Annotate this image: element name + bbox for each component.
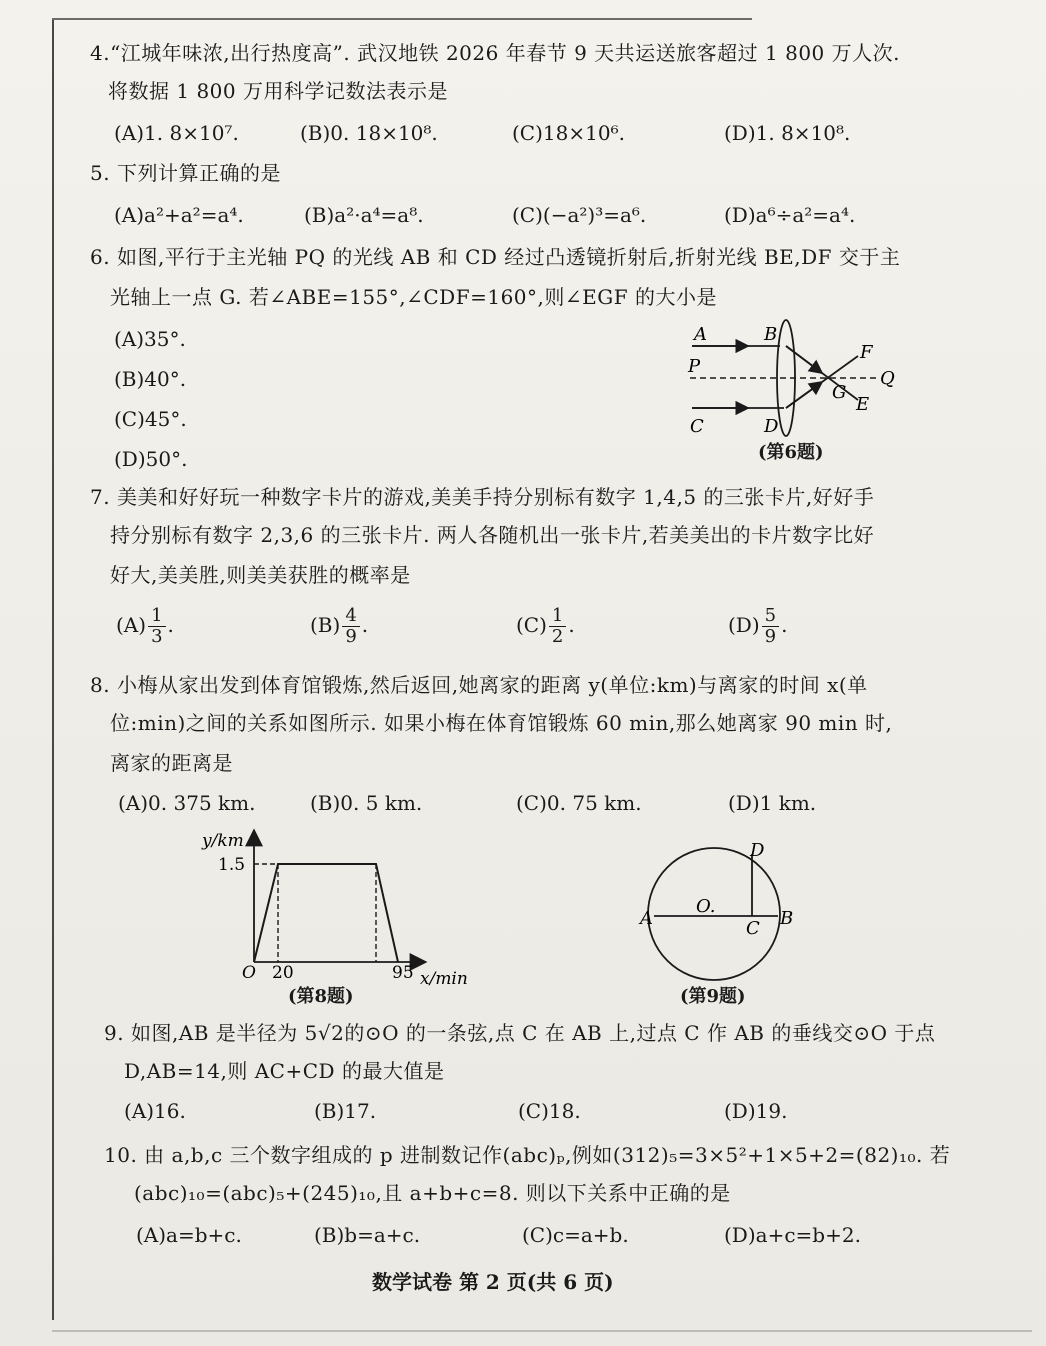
q7-option-b-label: (B) (310, 613, 341, 637)
q7-option-d-fraction (762, 606, 779, 647)
q8-distance-time-graph (196, 826, 476, 986)
q5-option-c: (C)(−a²)³=a⁶. (512, 203, 647, 227)
q10-stem-line2: (abc)₁₀=(abc)₅+(245)₁₀,且 a+b+c=8. 则以下关系中正确的是 (134, 1181, 731, 1205)
q10-option-a: (A)a=b+c. (136, 1223, 242, 1247)
q5-option-a: (A)a²+a²=a⁴. (114, 203, 244, 227)
q10-stem-line1: 10. 由 a,b,c 三个数字组成的 p 进制数记作(abc)ₚ,例如(312)₅=3×5²+1×5+2=(82)₁₀. 若 (104, 1143, 951, 1167)
q4-stem-line1: 4.“江城年味浓,出行热度高”. 武汉地铁 2026 年春节 9 天共运送旅客超过 1 800 万人次. (90, 41, 900, 65)
q4-option-a: (A)1. 8×10⁷. (114, 121, 239, 145)
q6-ray-df-arrow (786, 382, 822, 408)
q7-option-c-denominator: 2 (551, 626, 564, 647)
q7-option-c-label: (C) (516, 613, 547, 637)
q8-option-a: (A)0. 375 km. (118, 791, 256, 815)
q8-stem-line1: 8. 小梅从家出发到体育馆锻炼,然后返回,她离家的距离 y(单位:km)与离家的时间 x(单 (90, 673, 868, 697)
q4-option-b: (B)0. 18×10⁸. (300, 121, 438, 145)
q9-circle-figure (636, 834, 806, 984)
page-footer: 数学试卷 第 2 页(共 6 页) (372, 1270, 614, 1294)
q6-option-c: (C)45°. (114, 407, 187, 431)
q7-option-b: (B) $\frac{4}{9}$ . (310, 605, 369, 647)
q4-option-d: (D)1. 8×10⁸. (724, 121, 851, 145)
page-edge-bottom (52, 1330, 1032, 1332)
page-edge-left (52, 20, 54, 1320)
q7-option-a-denominator: 3 (151, 626, 163, 647)
q8-x-axis-label: x/min (420, 969, 468, 986)
q7-option-c-fraction (549, 606, 566, 647)
q6-label-g: G (832, 382, 847, 403)
q9-label-b: B (780, 908, 794, 929)
q7-option-d: (D) $\frac{5}{9}$ . (728, 605, 788, 647)
q10-option-c: (C)c=a+b. (522, 1223, 629, 1247)
q6-label-c: C (690, 416, 704, 437)
q9-option-c: (C)18. (518, 1099, 581, 1123)
q9-option-b: (B)17. (314, 1099, 377, 1123)
q7-option-b-numerator: 4 (342, 606, 359, 627)
q7-option-a-label: (A) (116, 613, 147, 637)
q6-label-p: P (688, 356, 701, 377)
q9-caption: (第9题) (680, 986, 746, 1007)
q4-option-c: (C)18×10⁶. (512, 121, 625, 145)
q6-option-b: (B)40°. (114, 367, 187, 391)
q6-label-e: E (856, 394, 870, 415)
q7-option-c-numerator: 1 (549, 606, 566, 627)
q8-stem-line3: 离家的距离是 (110, 751, 233, 775)
q8-option-c: (C)0. 75 km. (516, 791, 642, 815)
q7-stem-line3: 好大,美美胜,则美美获胜的概率是 (110, 563, 411, 587)
q9-label-d: D (750, 840, 765, 861)
q8-x-tick-95: 95 (392, 963, 414, 983)
q7-option-a: (A) $\frac{1}{3}$ . (116, 605, 174, 647)
q6-caption: (第6题) (758, 442, 824, 463)
q6-lens-figure (680, 318, 910, 442)
q7-option-d-label: (D) (728, 613, 760, 637)
q7-stem-line1: 7. 美美和好好玩一种数字卡片的游戏,美美手持分别标有数字 1,4,5 的三张卡片,好好手 (90, 485, 875, 509)
q9-stem-line1: 9. 如图,AB 是半径为 5√2的⊙O 的一条弦,点 C 在 AB 上,过点 C 作 AB 的垂线交⊙O 于点 (104, 1021, 936, 1045)
q7-stem-line2: 持分别标有数字 2,3,6 的三张卡片. 两人各随机出一张卡片,若美美出的卡片数字比好 (110, 523, 875, 547)
q6-label-a: A (694, 324, 707, 345)
q6-label-q: Q (880, 368, 895, 389)
q6-option-a: (A)35°. (114, 327, 186, 351)
q6-ray-be-arrow (786, 346, 822, 373)
q10-option-b: (B)b=a+c. (314, 1223, 421, 1247)
q9-option-d: (D)19. (724, 1099, 788, 1123)
q5-option-b: (B)a²·a⁴=a⁸. (304, 203, 424, 227)
q9-label-c: C (746, 918, 760, 939)
q4-stem-line2: 将数据 1 800 万用科学记数法表示是 (108, 79, 448, 103)
q7-option-b-denominator: 9 (345, 626, 357, 647)
q7-option-b-fraction (342, 606, 359, 647)
q8-stem-line2: 位:min)之间的关系如图所示. 如果小梅在体育馆锻炼 60 min,那么她离家 90 min 时, (110, 711, 893, 735)
q10-option-d: (D)a+c=b+2. (724, 1223, 861, 1247)
q6-label-f: F (860, 342, 873, 363)
q8-y-axis-label: y/km (202, 831, 244, 851)
q8-y-tick-label: 1.5 (218, 855, 246, 875)
q8-option-b: (B)0. 5 km. (310, 791, 423, 815)
q8-origin-label: O (242, 963, 256, 983)
q9-option-a: (A)16. (124, 1099, 186, 1123)
q7-option-a-fraction (148, 606, 165, 647)
q7-option-d-denominator: 9 (764, 626, 777, 647)
q6-label-d: D (764, 416, 779, 437)
q5-option-d: (D)a⁶÷a²=a⁴. (724, 203, 856, 227)
q8-x-tick-20: 20 (272, 963, 294, 983)
q6-option-d: (D)50°. (114, 447, 188, 471)
q5-stem-line1: 5. 下列计算正确的是 (90, 161, 281, 185)
q7-option-a-numerator: 1 (148, 606, 165, 627)
q8-option-d: (D)1 km. (728, 791, 817, 815)
q9-label-a: A (640, 908, 653, 929)
q9-stem-line2: D,AB=14,则 AC+CD 的最大值是 (124, 1059, 445, 1083)
page-edge-top (52, 18, 752, 20)
q6-label-b: B (764, 324, 778, 345)
q8-caption: (第8题) (288, 986, 354, 1007)
q9-label-o: O. (696, 896, 716, 917)
q6-stem-line1: 6. 如图,平行于主光轴 PQ 的光线 AB 和 CD 经过凸透镜折射后,折射光线 BE,DF 交于主 (90, 245, 901, 269)
q7-option-d-numerator: 5 (762, 606, 779, 627)
q7-option-c: (C) $\frac{1}{2}$ . (516, 605, 575, 647)
q6-stem-line2: 光轴上一点 G. 若∠ABE=155°,∠CDF=160°,则∠EGF 的大小是 (110, 285, 717, 309)
